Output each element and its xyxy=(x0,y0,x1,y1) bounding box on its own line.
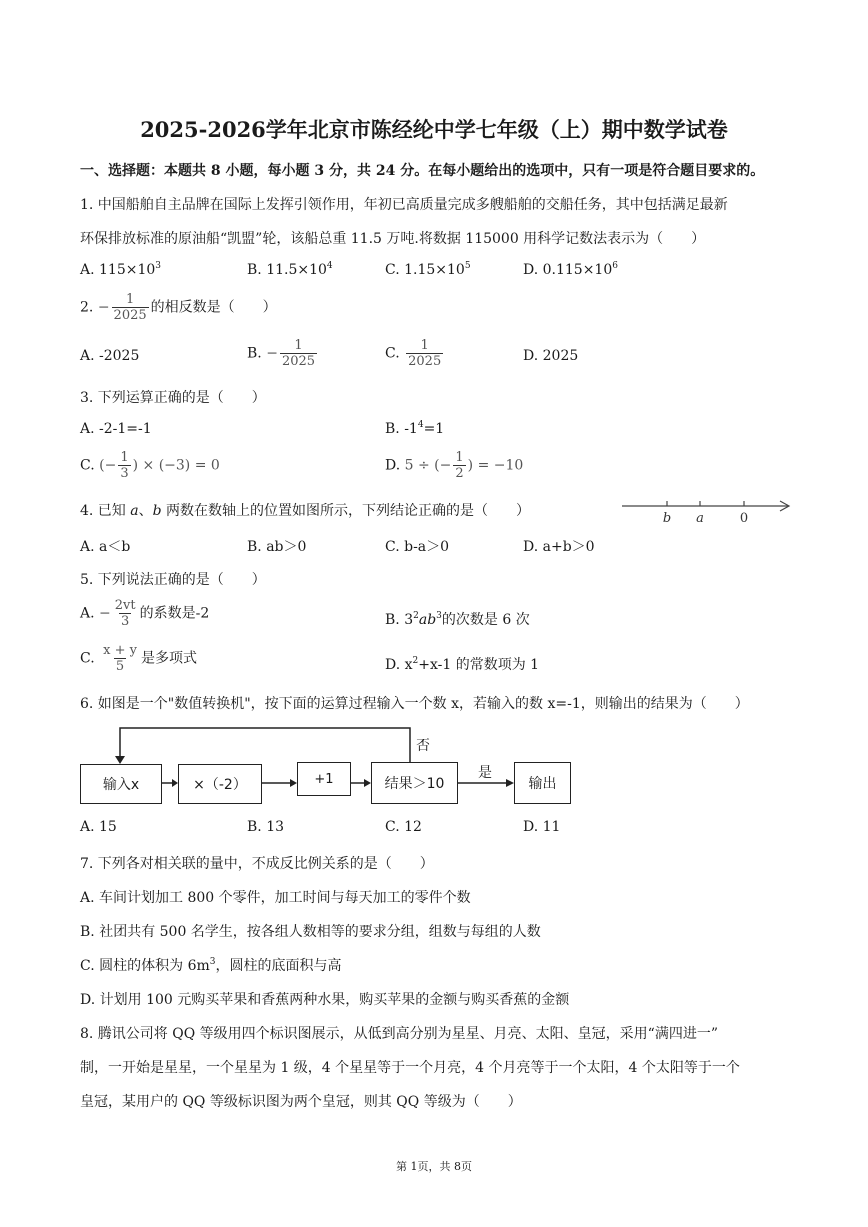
q6-option-a: A. 15 xyxy=(80,819,117,835)
q5-stem: 5. 下列说法正确的是（ ） xyxy=(80,572,266,588)
flow-box-multiply: ×（-2） xyxy=(178,764,262,804)
q6-stem: 6. 如图是一个"数值转换机"，按下面的运算过程输入一个数 x，若输入的数 x=-1，则输出的结果为（ ） xyxy=(80,696,749,712)
page-title: 2025-2026学年北京市陈经纶中学七年级（上）期中数学试卷 xyxy=(140,117,728,142)
q1-option-c: C. $1.15\times 10^5$ xyxy=(385,261,471,278)
number-line-diagram xyxy=(620,496,795,526)
q4-option-b: B. ab＞0 xyxy=(247,539,307,555)
q6-option-d: D. 11 xyxy=(523,819,561,835)
q2-option-a: A. -2025 xyxy=(80,348,140,364)
q3-option-c: C. (− $\frac{1}{3}$ ) × (−3) = 0 xyxy=(80,450,220,481)
q5-option-b: B. $3^2ab^3$的次数是 6 次 xyxy=(385,611,530,628)
flow-box-add: +1 xyxy=(297,762,351,796)
q7-option-b: B. 社团共有 500 名学生，按各组人数相等的要求分组，组数与每组的人数 xyxy=(80,924,541,940)
q4-stem: 4. 已知 a、b 两数在数轴上的位置如图所示，下列结论正确的是（ ） xyxy=(80,503,531,519)
q3-stem: 3. 下列运算正确的是（ ） xyxy=(80,390,266,406)
flow-box-compare: 结果＞10 xyxy=(371,762,458,804)
q4-option-d: D. a+b＞0 xyxy=(523,539,595,555)
q7-option-c: C. 圆柱的体积为 $6m^3$，圆柱的底面积与高 xyxy=(80,957,342,974)
q5-option-a: A. − $\frac{2vt}{3}$ 的系数是-2 xyxy=(80,598,210,629)
q8-stem-line1: 8. 腾讯公司将 QQ 等级用四个标识图展示，从低到高分别为星星、月亮、太阳、皇冠，采用“满四进一” xyxy=(80,1026,718,1042)
q4-option-c: C. b-a＞0 xyxy=(385,539,450,555)
page-footer: 第 1页，共 8页 xyxy=(396,1160,472,1173)
axis-label-b: b xyxy=(662,511,672,526)
q2-option-b: B. − $\frac{1}{2025}$ xyxy=(247,338,316,369)
q1-option-b: B. $11.5\times 10^4$ xyxy=(247,261,333,278)
q2-stem: 2. − $\frac{1}{2025}$ 的相反数是（ ） xyxy=(80,292,277,323)
q6-option-b: B. 13 xyxy=(247,819,285,835)
q1-option-a: A. $115\times 10^3$ xyxy=(80,261,162,278)
q2-option-d: D. 2025 xyxy=(523,348,579,364)
section-heading: 一、选择题：本题共 8 小题，每小题 3 分，共 24 分。在每小题给出的选项中，只有一项是符合题目要求的。 xyxy=(80,163,765,179)
q2-option-c: C. $\frac{1}{2025}$ xyxy=(385,338,442,369)
q7-stem: 7. 下列各对相关联的量中，不成反比例关系的是（ ） xyxy=(80,856,434,872)
q1-stem-line2: 环保排放标准的原油船“凯盟”轮，该船总重 11.5 万吨.将数据 115000 用科学记数法表示为（ ） xyxy=(80,231,706,247)
q1-stem-line1: 1. 中国船舶自主品牌在国际上发挥引领作用，年初已高质量完成多艘船舶的交船任务，其中包括满足最新 xyxy=(80,197,728,213)
q3-option-b: B. $-1^4=1$ xyxy=(385,420,445,437)
q4-option-a: A. a＜b xyxy=(80,539,131,555)
flow-box-output: 输出 xyxy=(514,762,571,804)
q6-option-c: C. 12 xyxy=(385,819,422,835)
feedback-line xyxy=(120,728,410,764)
q7-option-a: A. 车间计划加工 800 个零件，加工时间与每天加工的零件个数 xyxy=(80,890,471,906)
q8-stem-line2: 制，一开始是星星，一个星星为 1 级，4 个星星等于一个月亮，4 个月亮等于一个太阳，4 个太阳等于一个 xyxy=(80,1060,740,1076)
q8-stem-line3: 皇冠，某用户的 QQ 等级标识图为两个皇冠，则其 QQ 等级为（ ） xyxy=(80,1094,522,1110)
flow-box-input: 输入x xyxy=(80,764,162,804)
q3-option-a: A. -2-1=-1 xyxy=(80,421,152,437)
q5-option-c: C. $\frac{x + y}{5}$ 是多项式 xyxy=(80,643,197,674)
q3-option-d: D. 5 ÷ (− $\frac{1}{2}$ ) = −10 xyxy=(385,450,524,481)
flow-label-no: 否 xyxy=(416,738,430,754)
flow-label-yes: 是 xyxy=(478,765,492,781)
q7-option-d: D. 计划用 100 元购买苹果和香蕉两种水果，购买苹果的金额与购买香蕉的金额 xyxy=(80,992,570,1008)
axis-label-a: a xyxy=(696,511,704,526)
q1-option-d: D. $0.115\times 10^6$ xyxy=(523,261,618,278)
axis-label-zero: 0 xyxy=(739,511,749,526)
feedback-arrowhead xyxy=(115,756,125,764)
q5-option-d: D. $x^2+x-1$ 的常数项为 1 xyxy=(385,656,540,673)
